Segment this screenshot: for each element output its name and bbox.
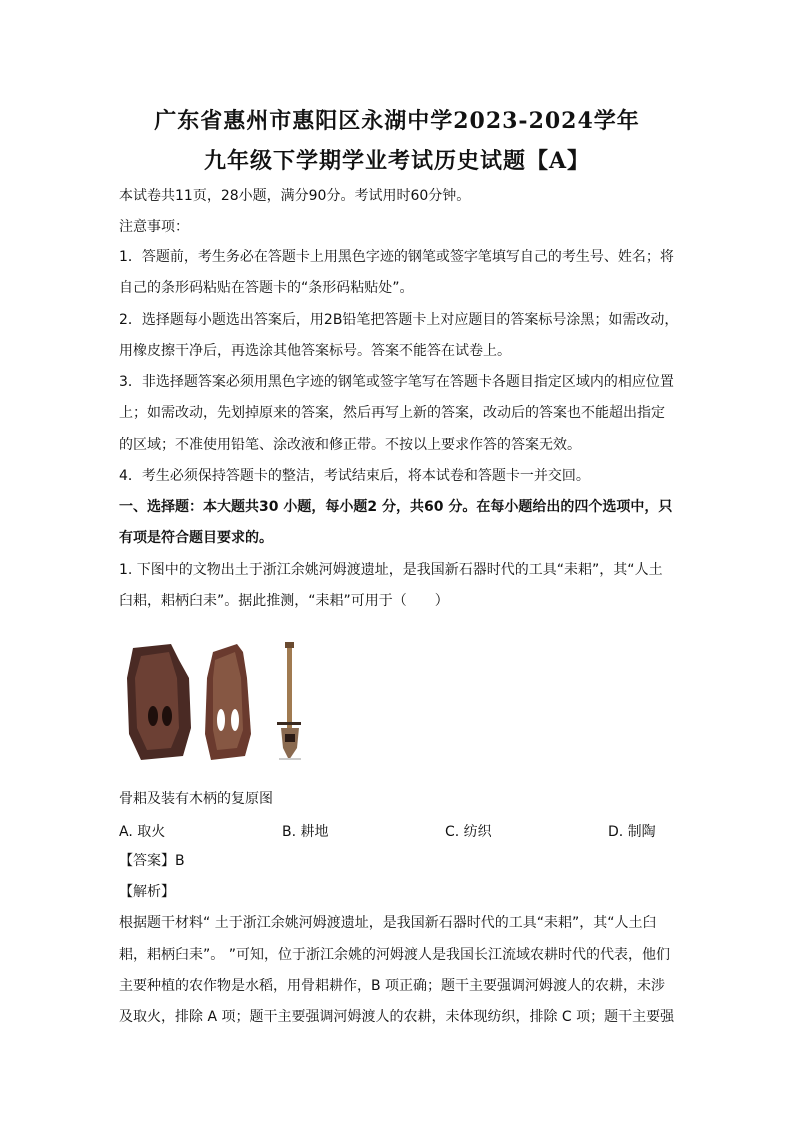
- q1-option-c[interactable]: C. 纺织: [445, 824, 492, 840]
- q1-analysis-heading: 【解析】: [119, 884, 175, 900]
- exam-title-line2: 九年级下学期学业考试历史试题【A】: [203, 148, 591, 174]
- notice-2a: 2．选择题每小题选出答案后，用2B铅笔把答题卡上对应题目的答案标号涂黑；如需改动，: [119, 312, 679, 328]
- notice-4: 4．考生必须保持答题卡的整洁，考试结束后，将本试卷和答题卡一并交回。: [119, 468, 590, 484]
- q1-stem-a: 1. 下图中的文物出土于浙江余姚河姆渡遗址，是我国新石器时代的工具“耒耜”，其“人土: [119, 562, 663, 578]
- q1-analysis-line: 根据题干材料“ 土于浙江余姚河姆渡遗址，是我国新石器时代的工具“耒耜”，其“人土臼: [119, 915, 657, 931]
- q1-stem-b: 臼耜，耜柄臼耒”。据此推测，“耒耜”可用于（ ）: [119, 593, 449, 609]
- section1-heading-a: 一、选择题：本大题共30 小题，每小题2 分，共60 分。在每小题给出的四个选项中，只: [119, 499, 673, 515]
- notice-heading: 注意事项：: [119, 219, 189, 235]
- exam-summary: 本试卷共11页，28小题，满分90分。考试用时60分钟。: [119, 188, 471, 204]
- q1-analysis-line: 及取火，排除 A 项；题干主要强调河姆渡人的农耕，未体现纺织，排除 C 项；题干主要强: [119, 1009, 675, 1025]
- notice-3a: 3．非选择题答案必须用黑色字迹的钢笔或签字笔写在答题卡各题目指定区域内的相应位置: [119, 374, 674, 390]
- notice-3c: 的区域；不准使用铅笔、涂改液和修正带。不按以上要求作答的答案无效。: [119, 437, 581, 453]
- q1-answer: 【答案】B: [119, 853, 185, 869]
- section1-heading-b: 有项是符合题目要求的。: [119, 530, 273, 546]
- notice-1b: 自己的条形码粘贴在答题卡的“条形码粘贴处”。: [119, 280, 414, 296]
- q1-option-a[interactable]: A. 取火: [119, 824, 166, 840]
- q1-analysis-line: 耜，耜柄臼耒”。 ”可知，位于浙江余姚的河姆渡人是我国长江流域农耕时代的代表，他们: [119, 947, 670, 963]
- q1-option-d[interactable]: D. 制陶: [608, 824, 656, 840]
- figure-caption: 骨耜及装有木柄的复原图: [119, 791, 273, 807]
- notice-1a: 1．答题前，考生务必在答题卡上用黑色字迹的钢笔或签字笔填写自己的考生号、姓名；将: [119, 249, 674, 265]
- bone-plough-artifact-right: [205, 644, 251, 760]
- bone-plough-figure: [119, 638, 319, 768]
- reconstructed-plough-with-handle: [277, 642, 301, 760]
- q1-option-b[interactable]: B. 耕地: [282, 824, 329, 840]
- notice-3b: 上；如需改动，先划掉原来的答案，然后再写上新的答案，改动后的答案也不能超出指定: [119, 405, 665, 421]
- notice-2b: 用橡皮擦干净后，再选涂其他答案标号。答案不能答在试卷上。: [119, 343, 511, 359]
- exam-title-line1: 广东省惠州市惠阳区永湖中学2023-2024学年: [154, 108, 640, 134]
- bone-plough-artifact-left: [127, 644, 191, 760]
- q1-analysis-line: 主要种植的农作物是水稻，用骨耜耕作，B 项正确；题干主要强调河姆渡人的农耕，未涉: [119, 978, 666, 994]
